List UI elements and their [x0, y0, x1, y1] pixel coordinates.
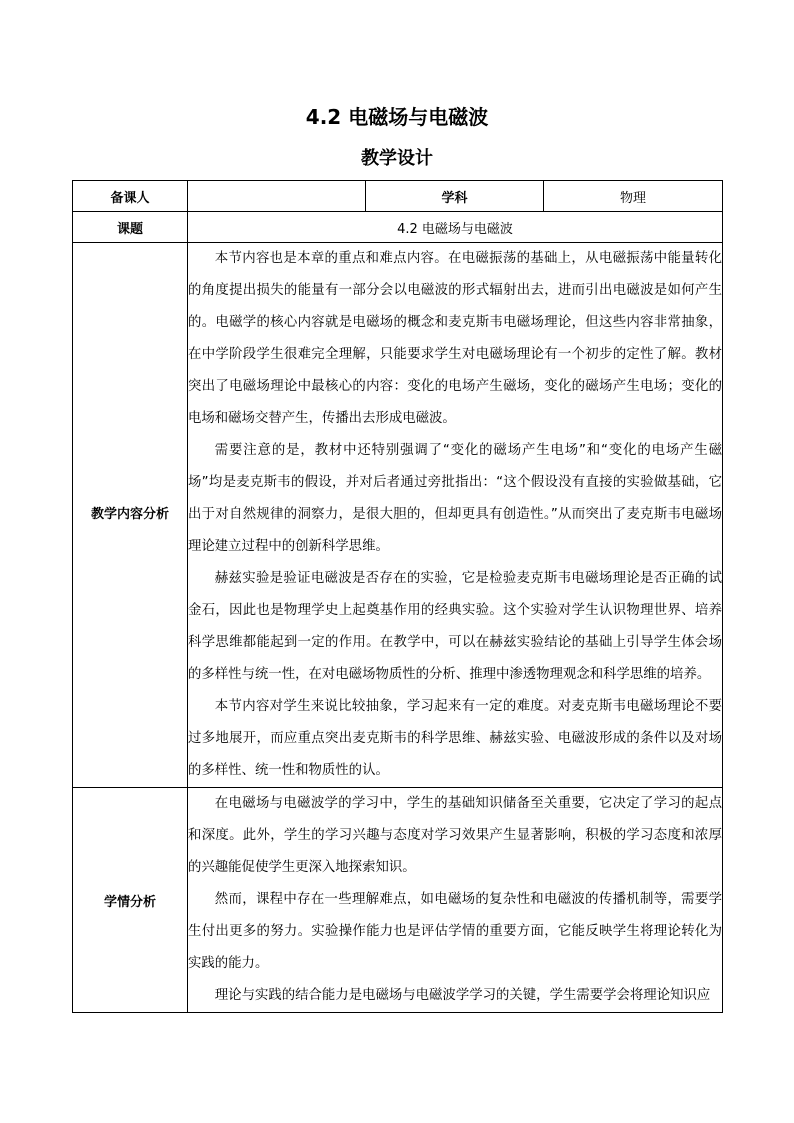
student-analysis-body	[188, 788, 723, 1013]
lesson-plan-table	[72, 180, 723, 1013]
student-analysis-label: 学情分析	[73, 788, 188, 1013]
content-paragraph: 本节内容也是本章的重点和难点内容。在电磁振荡的基础上，从电磁振荡中能量转化的角度提出损失的能量有一部分会以电磁波的形式辐射出去，进而引出电磁波是如何产生的。电磁学的核心内容就是电磁场的概念和麦克斯韦电磁场理论，但这些内容非常抽象，在中学阶段学生很难完全理解，只能要求学生对电磁场理论有一个初步的定性了解。教材突出了电磁场理论中最核心的内容：变化的电场产生磁场，变化的磁场产生电场；变化的电场和磁场交替产生，传播出去形成电磁波。	[188, 251, 722, 426]
document-subtitle: 教学设计	[361, 148, 433, 169]
subject-label: 学科	[366, 181, 544, 212]
content-analysis-row	[73, 243, 723, 788]
student-paragraph: 在电磁场与电磁波学的学习中，学生的基础知识储备至关重要，它决定了学习的起点和深度。此外，学生的学习兴趣与态度对学习效果产生显著影响，积极的学习态度和浓厚的兴趣能促使学生更深入地探索知识。	[188, 796, 722, 875]
student-analysis-row	[73, 788, 723, 1013]
content-analysis-label: 教学内容分析	[90, 507, 169, 522]
document-title: 4.2 电磁场与电磁波	[305, 105, 489, 129]
student-paragraph: 理论与实践的结合能力是电磁场与电磁波学学习的关键，学生需要学会将理论知识应	[214, 988, 711, 1003]
topic-label: 课题	[73, 212, 188, 243]
preparer-label: 备课人	[73, 181, 188, 212]
content-paragraph: 需要注意的是，教材中还特别强调了“变化的磁场产生电场”和“变化的电场产生磁场”均是麦克斯韦的假设，并对后者通过旁批指出：“这个假设没有直接的实验做基础，它出于对自然规律的洞察力，是很大胆的，但却更具有创造性。”从而突出了麦克斯韦电磁场理论建立过程中的创新科学思维。	[188, 443, 722, 554]
subject-value: 物理	[544, 181, 723, 212]
topic-row	[73, 212, 723, 243]
content-paragraph: 本节内容对学生来说比较抽象，学习起来有一定的难度。对麦克斯韦电磁场理论不要过多地展开，而应重点突出麦克斯韦的科学思维、赫兹实验、电磁波形成的条件以及对场的多样性、统一性和物质性的认。	[188, 699, 722, 778]
student-paragraph: 然而，课程中存在一些理解难点，如电磁场的复杂性和电磁波的传播机制等，需要学生付出更多的努力。实验操作能力也是评估学情的重要方面，它能反映学生将理论转化为实践的能力。	[188, 892, 722, 971]
content-analysis-label-cell	[73, 243, 188, 788]
content-analysis-body	[188, 243, 723, 788]
preparer-row	[73, 181, 723, 212]
content-paragraph: 赫兹实验是验证电磁波是否存在的实验，它是检验麦克斯韦电磁场理论是否正确的试金石，因此也是物理学史上起奠基作用的经典实验。这个实验对学生认识物理世界、培养科学思维都能起到一定的作用。在教学中，可以在赫兹实验结论的基础上引导学生体会场的多样性与统一性，在对电磁场物质性的分析、推理中渗透物理观念和科学思维的培养。	[188, 571, 722, 682]
preparer-value	[188, 181, 366, 212]
topic-value: 4.2 电磁场与电磁波	[188, 212, 723, 243]
